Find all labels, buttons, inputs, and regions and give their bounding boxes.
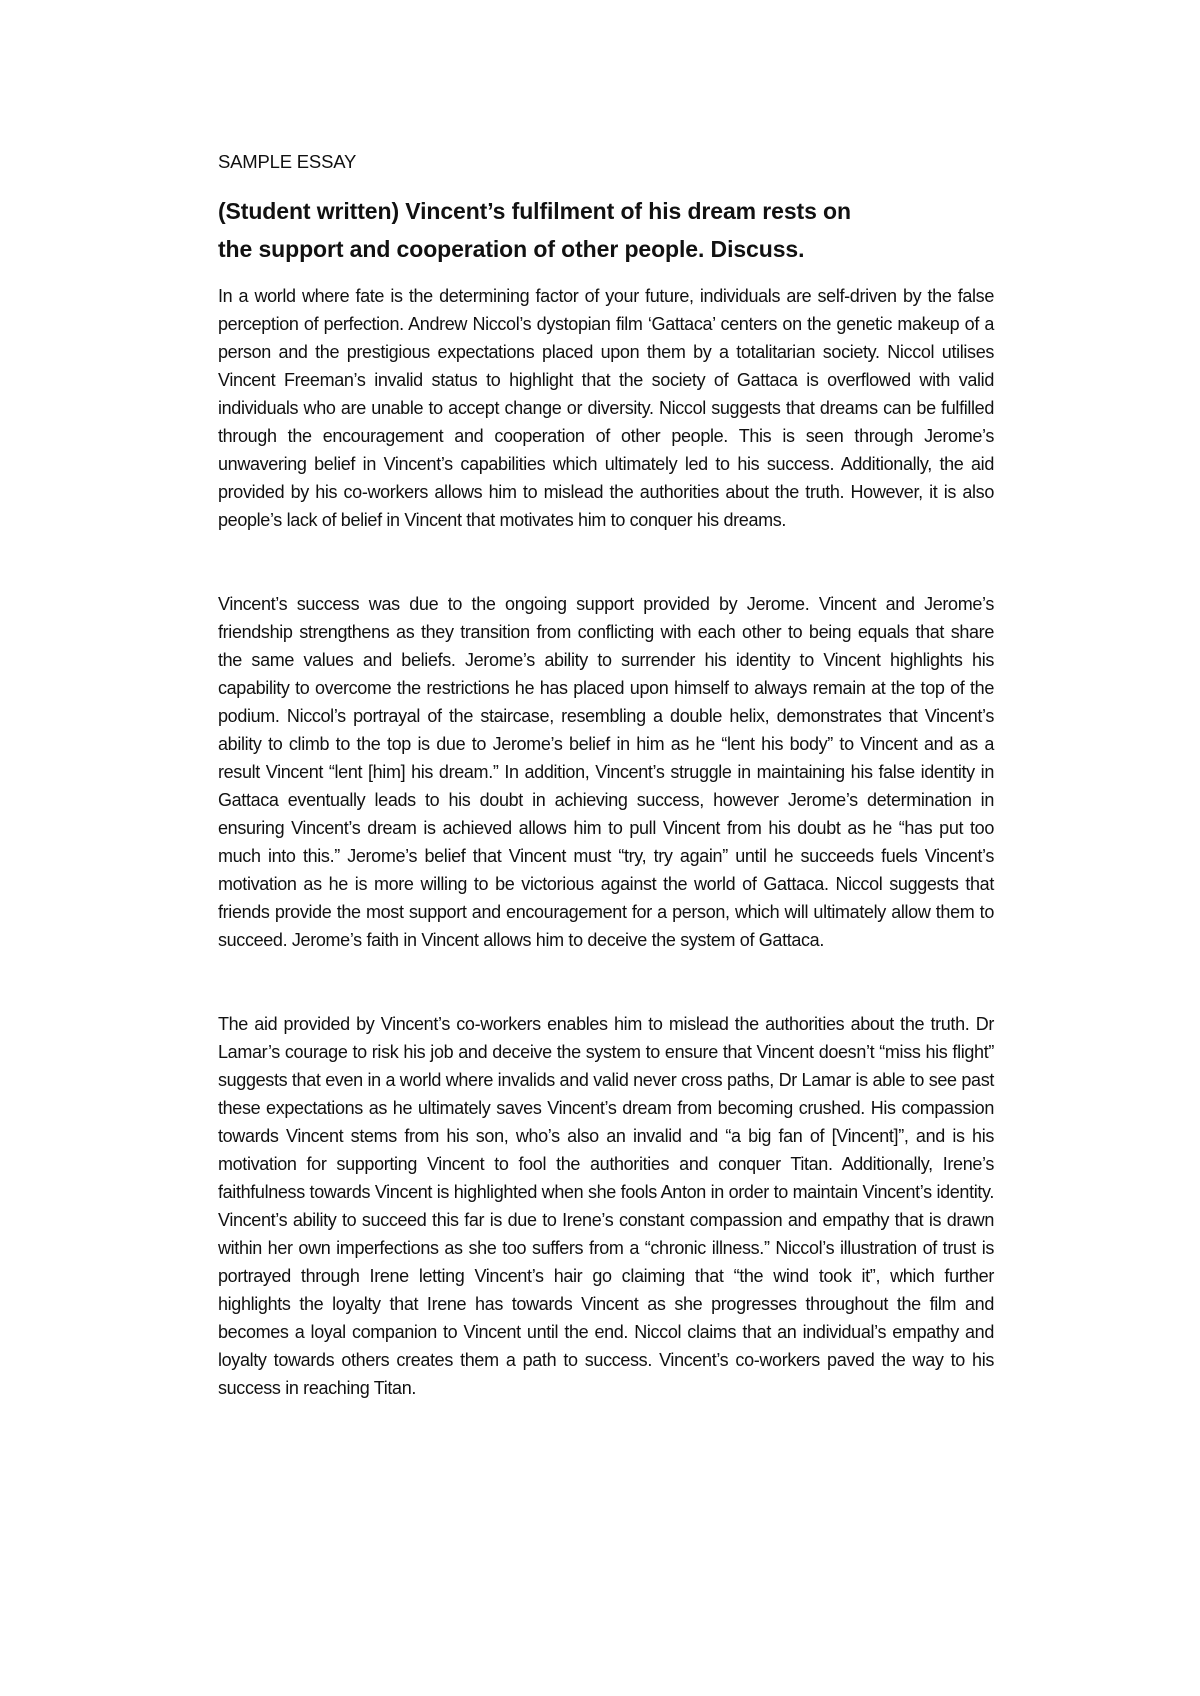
essay-title-line-2: the support and cooperation of other people. Discuss. bbox=[218, 236, 805, 262]
body-paragraph-coworkers: The aid provided by Vincent’s co-workers enables him to mislead the authorities about the truth. Dr Lamar’s courage to risk his job and deceive the system to ensure that Vincent doesn’t “miss his flight” suggests that even in a world where invalids and valid never cross paths, Dr Lamar is able to see past these expectations as he ultimately saves Vincent’s dream from becoming crushed. His compassion towards Vincent stems from his son, who’s also an invalid and “a big fan of [Vincent]”, and is his motivation for supporting Vincent to fool the authorities and conquer Titan. Additionally, Irene’s faithfulness towards Vincent is highlighted when she fools Anton in order to maintain Vincent’s identity. Vincent’s ability to succeed this far is due to Irene’s constant compassion and empathy that is drawn within her own imperfections as she too suffers from a “chronic illness.” Niccol’s illustration of trust is portrayed through Irene letting Vincent’s hair go claiming that “the wind took it”, which further highlights the loyalty that Irene has towards Vincent as she progresses throughout the film and becomes a loyal companion to Vincent until the end. Niccol claims that an individual’s empathy and loyalty towards others creates them a path to success. Vincent’s co-workers paved the way to his success in reaching Titan. bbox=[218, 1014, 994, 1398]
essay-title-line-1: (Student written) Vincent’s fulfilment of his dream rests on bbox=[218, 198, 851, 224]
body-paragraph-jerome: Vincent’s success was due to the ongoing support provided by Jerome. Vincent and Jerome’s friendship strengthens as they transition from conflicting with each other to being equals that share the same values and beliefs. Jerome’s ability to surrender his identity to Vincent highlights his capability to overcome the restrictions he has placed upon himself to always remain at the top of the podium. Niccol’s portrayal of the staircase, resembling a double helix, demonstrates that Vincent’s ability to climb to the top is due to Jerome’s belief in him as he “lent his body” to Vincent and as a result Vincent “lent [him] his dream.” In addition, Vincent’s struggle in maintaining his false identity in Gattaca eventually leads to his doubt in achieving success, however Jerome’s determination in ensuring Vincent’s dream is achieved allows him to pull Vincent from his doubt as he “has put too much into this.” Jerome’s belief that Vincent must “try, try again” until he succeeds fuels Vincent’s motivation as he is more willing to be victorious against the world of Gattaca. Niccol suggests that friends provide the most support and encouragement for a person, which will ultimately allow them to succeed. Jerome’s faith in Vincent allows him to deceive the system of Gattaca. bbox=[218, 594, 994, 950]
sample-essay-label: SAMPLE ESSAY bbox=[218, 151, 357, 172]
introduction-paragraph: In a world where fate is the determining factor of your future, individuals are self-driven by the false perception of perfection. Andrew Niccol’s dystopian film ‘Gattaca’ centers on the genetic makeup of a person and the prestigious expectations placed upon them by a totalitarian society. Niccol utilises Vincent Freeman’s invalid status to highlight that the society of Gattaca is overflowed with valid individuals who are unable to accept change or diversity. Niccol suggests that dreams can be fulfilled through the encouragement and cooperation of other people. This is seen through Jerome’s unwavering belief in Vincent’s capabilities which ultimately led to his success. Additionally, the aid provided by his co-workers allows him to mislead the authorities about the truth. However, it is also people’s lack of belief in Vincent that motivates him to conquer his dreams. bbox=[218, 286, 994, 530]
essay-title bbox=[218, 192, 994, 268]
essay-page bbox=[218, 150, 994, 1402]
